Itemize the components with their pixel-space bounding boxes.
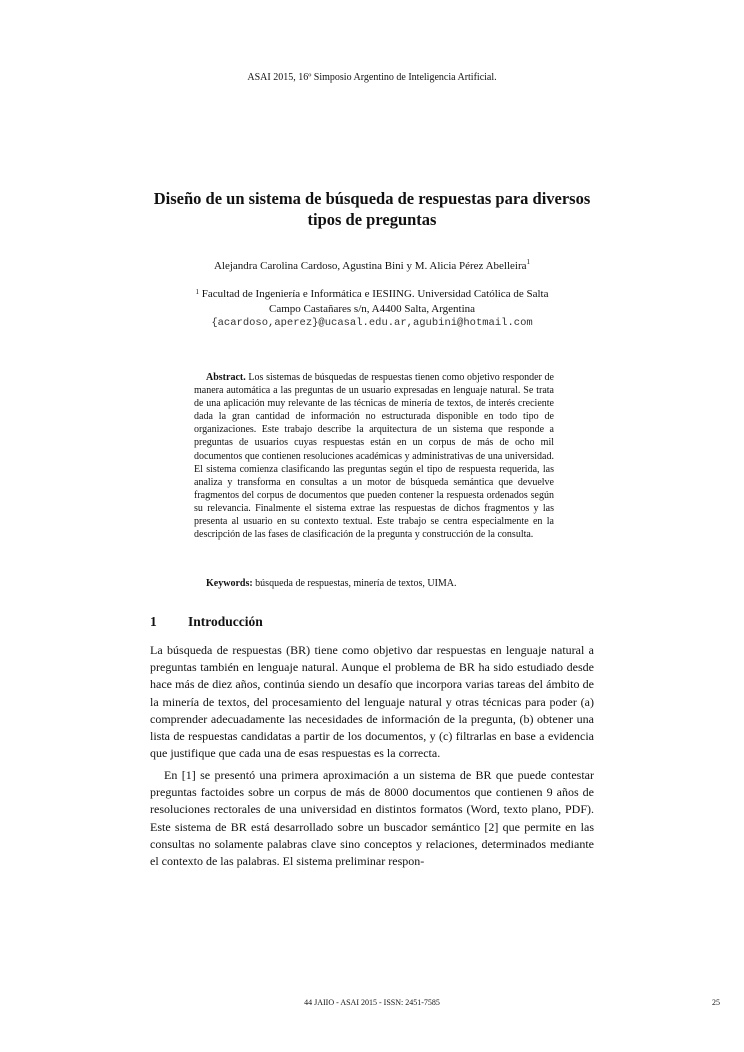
- affiliation-address: Campo Castañares s/n, A4400 Salta, Argentina: [268, 302, 476, 315]
- section-heading: [150, 614, 263, 630]
- section-title: Introducción: [188, 614, 263, 629]
- keywords-text: búsqueda de respuestas, minería de textos, UIMA.: [255, 578, 457, 589]
- page-number: 25: [712, 998, 720, 1007]
- affiliation-block: [150, 287, 594, 331]
- section-number: 1: [150, 614, 157, 629]
- running-head: ASAI 2015, 16º Simposio Argentino de Inteligencia Artificial.: [247, 72, 497, 83]
- affiliation-line-1: [150, 287, 594, 302]
- body-paragraph-2: En [1] se presentó una primera aproximación a un sistema de BR que puede contestar preguntas factoides sobre un corpus de más de 8000 documentos que contienen 9 años de resoluciones rectorales de una universidad en distintos formatos (Word, texto plano, PDF). Este sistema de BR está desarrollado sobre un buscador semántico [2] que permite en las consultas no solamente palabras clave sino conceptos y relaciones, determinados mediante el contexto de las palabras. El sistema preliminar respon-: [150, 768, 594, 869]
- affiliation-institution: Facultad de Ingeniería e Informática e IESIING. Universidad Católica de Salta: [201, 288, 549, 300]
- author-list: [150, 260, 594, 272]
- keywords-label: Keywords:: [206, 578, 253, 589]
- author-affiliation-mark: 1: [526, 258, 530, 266]
- keywords: [194, 578, 554, 589]
- page-footer: 44 JAIIO - ASAI 2015 - ISSN: 2451-7585: [304, 998, 440, 1007]
- body-paragraph-1: La búsqueda de respuestas (BR) tiene como objetivo dar respuestas en lenguaje natural a preguntas también en lenguaje natural. Aunque el problema de BR ha sido estudiado desde hace más de diez años, continúa siendo un desafío que incorpora varias tareas del ámbito de la minería de textos, del procesamiento del lenguaje natural y otras técnicas para poder (a) comprender adecuadamente las necesidades de información de la pregunta, (b) obtener una lista de respuestas candidatas a partir de los documentos, y (c) filtrarlas en base a evidencia que justifique que cada una de esas respuestas es la correcta.: [150, 643, 594, 761]
- abstract-label: Abstract.: [206, 372, 246, 383]
- abstract-text: Los sistemas de búsquedas de respuestas tienen como objetivo responder de manera automática a las preguntas de un usuario expresadas en lenguaje natural. Se trata de una aplicación muy relevante de las técnicas de minería de textos, de interés creciente dada la gran cantidad de información no estructurada disponible en todo tipo de organizaciones. Este trabajo describe la arquitectura de un sistema que responde a preguntas de usuarios cuyas respuestas están en un corpus de más de ocho mil documentos que contienen resoluciones académicas y administrativas de una universidad. El sistema comienza clasificando las preguntas según el tipo de respuesta requerida, las analiza y transforma en consultas a un motor de búsqueda semántica que devuelve fragmentos del corpus de documentos que pueden contener la respuesta ordenados según su relevancia. Finalmente el sistema extrae las respuestas de dichos fragmentos y las presenta al usuario en su contexto textual. Este trabajo se centra especialmente en la descripción de las fases de clasificación de la pregunta y construcción de la consulta.: [194, 372, 554, 541]
- abstract: [194, 371, 554, 541]
- affiliation-mark: 1: [195, 288, 200, 296]
- paper-title: Diseño de un sistema de búsqueda de respuestas para diversos tipos de preguntas: [153, 189, 591, 229]
- author-emails: {acardoso,aperez}@ucasal.edu.ar,agubini@hotmail.com: [211, 317, 533, 329]
- authors-text: Alejandra Carolina Cardoso, Agustina Bini y M. Alicia Pérez Abelleira: [213, 260, 527, 272]
